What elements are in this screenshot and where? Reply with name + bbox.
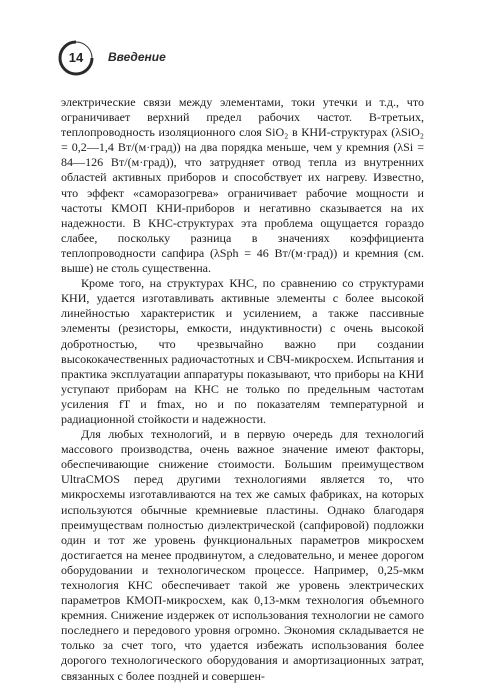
page-number-badge <box>58 40 94 76</box>
paragraph-2: Кроме того, на структурах КНС, по сравнению со структурами КНИ, удается изготавливать активные элементы с более высокой линейностью характеристик и усилением, а также пассивные элементы (резисторы, емкости, индуктивности) с очень высокой добротностью, что чрезвычайно важно при создании высококачественных радиочастотных и СВЧ-микросхем. Испытания и практика эксплуатации аппаратуры показывают, что приборы на КНИ уступают приборам на КНС не только по предельным частотам усиления fT и fmax, но и по показателям температурной и радиационной стойкости и надежности. <box>61 276 424 426</box>
page-body <box>61 95 424 684</box>
running-section-title: Введение <box>108 50 166 64</box>
paragraph-3: Для любых технологий, и в первую очередь для технологий массового производства, очень важное значение имеют факторы, обеспечивающие снижение стоимости. Большим преимуществом UltraCMOS перед другими технологиями является то, что микросхемы изготавливаются на тех же самых фабриках, на которых используются обычные кремниевые пластины. Однако благодаря преимуществам полностью диэлектрической (сапфировой) подложки один и тот же уровень функциональных параметров микросхем достигается на менее продвинутом, а следовательно, и менее дорогом оборудовании и технологическом процессе. Например, 0,25-мкм технология КНС обеспечивает такой же уровень электрических параметров КМОП-микросхем, как 0,13-мкм технология объемного кремния. Снижение издержек от использования технологии не самого последнего и передового уровня огромно. Экономия складывается не только за счет того, что удается избежать использования более дорогого технологического оборудования и амортизационных затрат, связанных с более поздней и совершен- <box>61 427 424 683</box>
page-header <box>58 40 458 76</box>
page-number: 14 <box>68 50 84 65</box>
paragraph-1: электрические связи между элементами, токи утечки и т.д., что ограничивает верхний предел рабочих частот. В-третьих, теплопроводность изоляционного слоя SiO₂ в КНИ-структурах (λSiO₂ = 0,2—1,4 Вт/(м·град)) на два порядка меньше, чем у кремния (λSi = 84—126 Вт/(м·град)), что затрудняет отвод тепла из внутренних областей активных приборов и способствует их нагреву. Известно, что эффект «саморазогрева» ограничивает рабочие мощности и частоты КМОП КНИ-приборов и негативно сказывается на их надежности. В КНС-структурах эта проблема ощущается гораздо слабее, поскольку разница в значениях коэффициента теплопроводности сапфира (λSph = 46 Вт/(м·град)) и кремния (см. выше) не столь существенна. <box>61 95 424 276</box>
